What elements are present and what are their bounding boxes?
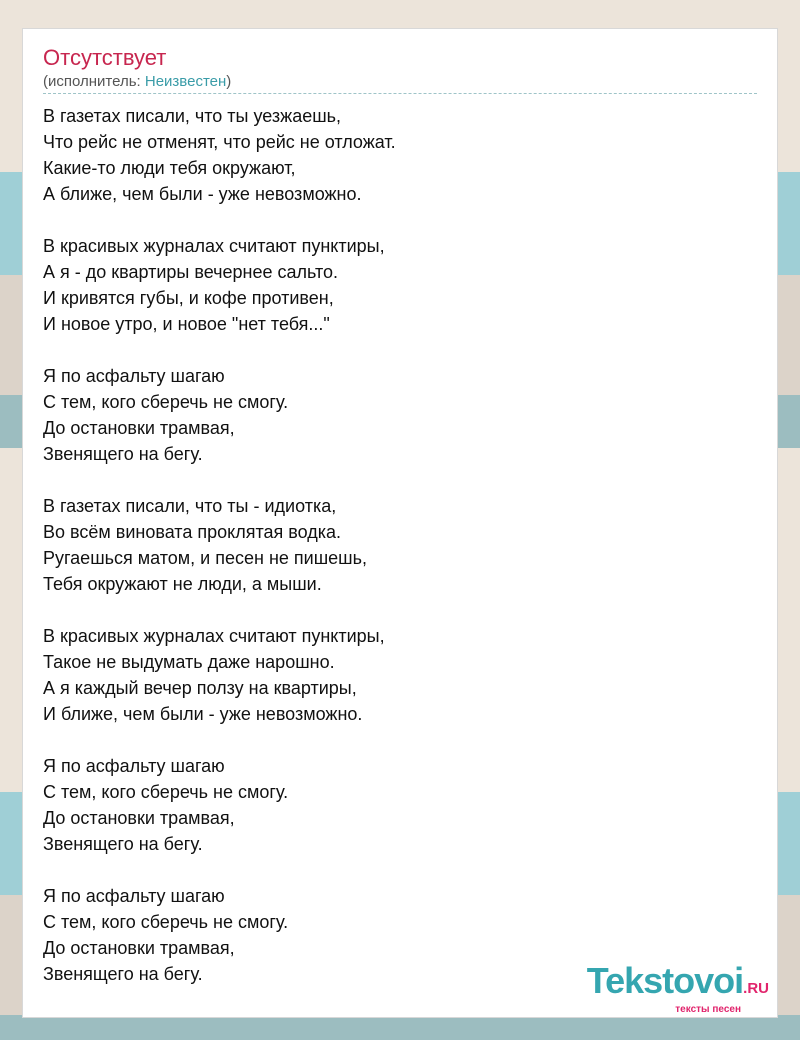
stanza-break bbox=[43, 207, 743, 233]
lyric-line: Такое не выдумать даже нарошно. bbox=[43, 652, 335, 672]
lyric-line: Какие-то люди тебя окружают, bbox=[43, 158, 296, 178]
lyric-line: В газетах писали, что ты - идиотка, bbox=[43, 496, 337, 516]
divider bbox=[43, 93, 757, 94]
stanza-break bbox=[43, 597, 743, 623]
lyric-line: С тем, кого сберечь не смогу. bbox=[43, 912, 289, 932]
lyric-line: До остановки трамвая, bbox=[43, 938, 235, 958]
lyric-line: До остановки трамвая, bbox=[43, 808, 235, 828]
lyric-line: И ближе, чем были - уже невозможно. bbox=[43, 704, 363, 724]
lyric-line: И кривятся губы, и кофе противен, bbox=[43, 288, 334, 308]
lyric-line: А я каждый вечер ползу на квартиры, bbox=[43, 678, 357, 698]
stanza-break bbox=[43, 337, 743, 363]
lyrics-card bbox=[22, 28, 778, 1018]
lyric-line: С тем, кого сберечь не смогу. bbox=[43, 392, 289, 412]
logo-main-text: Tekstovoi bbox=[586, 960, 744, 1001]
artist-line bbox=[43, 73, 231, 91]
song-title: Отсутствует bbox=[43, 45, 167, 70]
artist-link[interactable]: Неизвестен bbox=[144, 73, 227, 90]
lyric-line: С тем, кого сберечь не смогу. bbox=[43, 782, 289, 802]
lyric-line: Тебя окружают не люди, а мыши. bbox=[43, 574, 322, 594]
lyrics-text bbox=[43, 103, 743, 987]
stanza-break bbox=[43, 467, 743, 493]
lyric-line: Во всём виновата проклятая водка. bbox=[43, 522, 342, 542]
logo-tld: .RU bbox=[743, 980, 769, 997]
stanza-break bbox=[43, 857, 743, 883]
lyric-line: В красивых журналах считают пунктиры, bbox=[43, 626, 385, 646]
lyric-line: А ближе, чем были - уже невозможно. bbox=[43, 184, 362, 204]
lyric-line: В красивых журналах считают пунктиры, bbox=[43, 236, 385, 256]
lyric-line: Я по асфальту шагаю bbox=[43, 886, 225, 906]
lyric-line: Звенящего на бегу. bbox=[43, 964, 203, 984]
lyric-line: Звенящего на бегу. bbox=[43, 444, 203, 464]
lyric-line: А я - до квартиры вечернее сальто. bbox=[43, 262, 339, 282]
lyric-line: И новое утро, и новое "нет тебя..." bbox=[43, 314, 330, 334]
lyric-line: До остановки трамвая, bbox=[43, 418, 235, 438]
lyric-line: Я по асфальту шагаю bbox=[43, 366, 225, 386]
lyric-line: Что рейс не отменят, что рейс не отложат. bbox=[43, 132, 396, 152]
site-logo[interactable] bbox=[587, 962, 769, 1015]
lyric-line: Я по асфальту шагаю bbox=[43, 756, 225, 776]
lyric-line: Ругаешься матом, и песен не пишешь, bbox=[43, 548, 367, 568]
stanza-break bbox=[43, 727, 743, 753]
lyric-line: В газетах писали, что ты уезжаешь, bbox=[43, 106, 342, 126]
artist-suffix: ) bbox=[226, 73, 232, 90]
artist-prefix: (исполнитель: bbox=[43, 73, 145, 90]
logo-tagline: тексты песен bbox=[675, 1004, 741, 1015]
lyric-line: Звенящего на бегу. bbox=[43, 834, 203, 854]
